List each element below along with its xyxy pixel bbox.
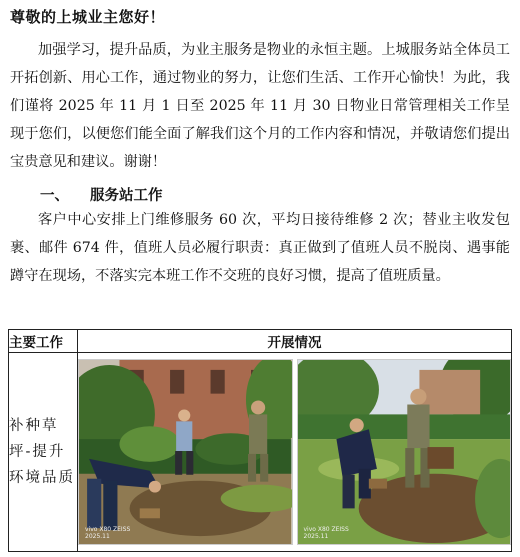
photo-cell (78, 353, 512, 552)
table-header-row (9, 330, 512, 353)
photo-watermark: vivo X80 ZEISS 2025.11 (85, 526, 131, 540)
greeting-title: 尊敬的上城业主您好！ (10, 8, 166, 26)
header-main-work: 主要工作 (9, 330, 78, 353)
section-title: 服务站工作 (90, 187, 163, 204)
header-progress: 开展情况 (78, 330, 512, 353)
section-number: 一、 (40, 187, 69, 204)
service-paragraph: 客户中心安排上门维修服务 60 次，平均日接待维修 2 次；替业主收发包裹、邮件 674 件，值班人员必履行职责：真正做到了值班人员不脱岗、遇事能蹲守在现场，不落实完本班工作不交班的良好习惯，提高了值班质量。 (10, 212, 510, 284)
task-label: 补种草坪-提升环境品质 (9, 353, 78, 552)
table-row (9, 353, 512, 552)
photo-watermark: vivo X80 ZEISS 2025.11 (303, 526, 349, 540)
photo-lawn-replanting-2 (297, 359, 512, 545)
section-heading (40, 184, 163, 205)
work-table (8, 329, 512, 552)
photo-lawn-replanting-1 (78, 359, 293, 545)
intro-paragraph: 加强学习，提升品质，为业主服务是物业的永恒主题。上城服务站全体员工开拓创新、用心工作，通过物业的努力，让您们生活、工作开心愉快！为此，我们谨将 2025 年 11 月 1 日至 2025 年 11 月 30 日物业日常管理相关工作呈现于您们，以便您们能全面了解我们这个月的工作内容和情况，并敬请您们提出宝贵意见和建议。谢谢！ (10, 42, 510, 170)
